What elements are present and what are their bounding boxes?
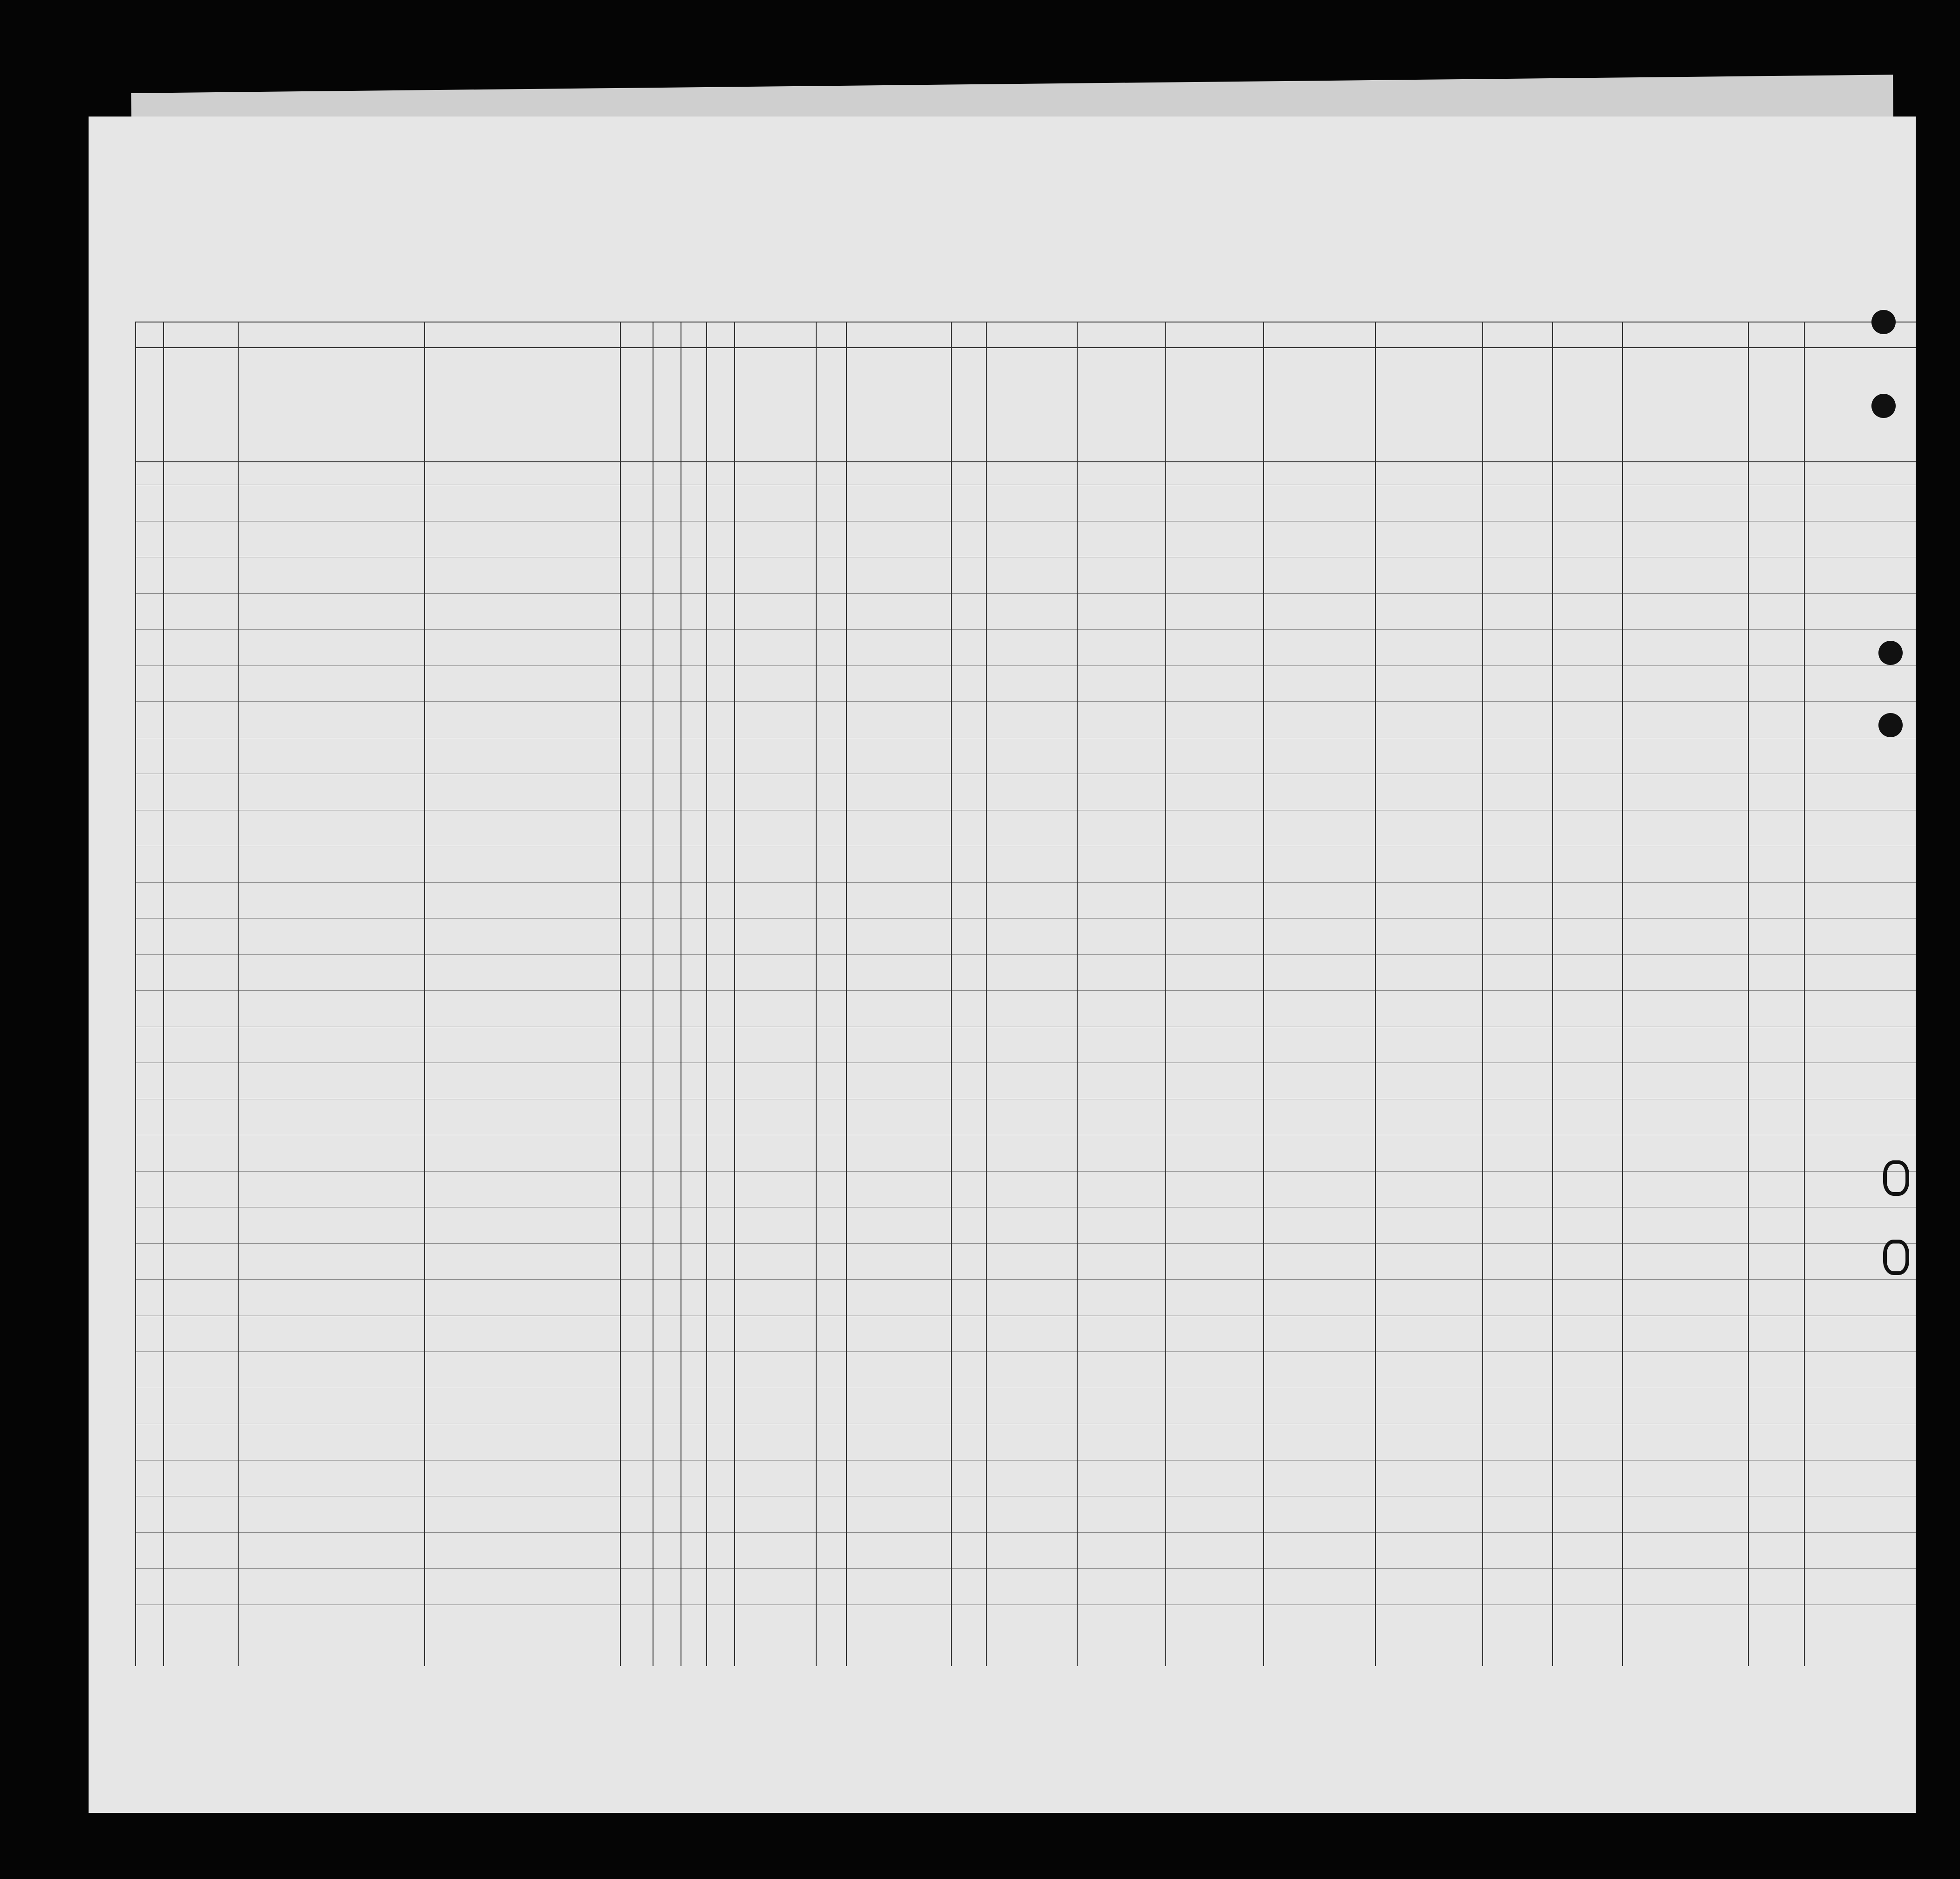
row-line [135,701,1916,702]
column-line [620,322,621,1666]
row-line [135,1279,1916,1280]
row-line [135,1460,1916,1461]
column-line [1552,322,1553,1666]
column-line [1165,322,1166,1666]
row-line [135,1568,1916,1569]
column-line [135,322,136,1666]
manifest-sheet [89,117,1916,1813]
column-line [816,322,817,1666]
column-line [163,322,164,1666]
row-line [135,629,1916,630]
column-line [706,322,707,1666]
punch-hole [1883,1160,1909,1196]
row-line [135,593,1916,594]
column-line [424,322,425,1666]
column-line [1077,322,1078,1666]
row-line [135,1171,1916,1172]
column-number-line [135,347,1916,348]
column-line [846,322,847,1666]
column-line [951,322,952,1666]
punch-hole [1871,394,1896,418]
row-line [135,665,1916,666]
column-line [1263,322,1264,1666]
punch-hole [1878,713,1903,737]
row-line [135,1351,1916,1352]
punch-hole [1871,310,1896,334]
header-bottom-line [135,461,1916,462]
column-line [734,322,735,1666]
column-line [1375,322,1376,1666]
column-line [1748,322,1749,1666]
column-line [1622,322,1623,1666]
row-line [135,1243,1916,1244]
punch-hole [1883,1240,1909,1275]
column-line [1804,322,1805,1666]
row-line [135,954,1916,955]
column-line [1482,322,1483,1666]
manifest-grid [135,322,1916,1696]
column-line [986,322,987,1666]
row-line [135,1532,1916,1533]
row-line [135,882,1916,883]
row-line [135,990,1916,991]
punch-hole [1878,641,1903,665]
row-line [135,918,1916,919]
column-line [238,322,239,1666]
